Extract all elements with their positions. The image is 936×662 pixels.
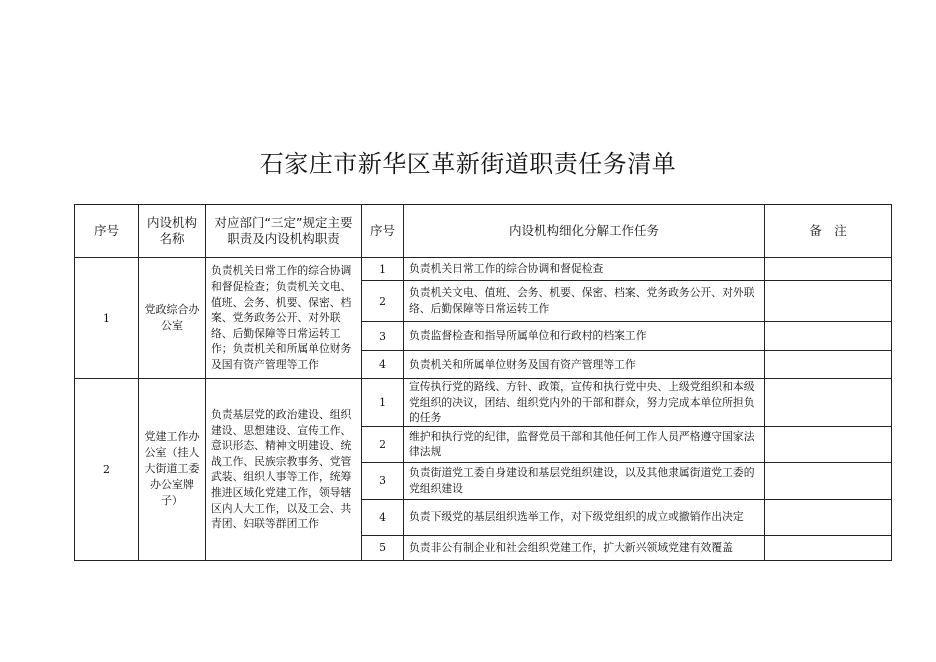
- task-seq: 2: [362, 281, 404, 322]
- task-note: [765, 426, 892, 462]
- task-text: 负责下级党的基层组织选举工作，对下级党组织的成立或撤销作出决定: [404, 499, 765, 535]
- header-note: 备 注: [765, 205, 892, 258]
- dept-duty: 负责机关日常工作的综合协调和督促检查；负责机关文电、值班、会务、机要、保密、档案、党务政务公开、对外联络、后勤保障等日常运转工作；负责机关和所属单位财务及国有资产管理等工作: [206, 258, 362, 379]
- duty-task-table: [74, 204, 892, 561]
- task-note: [765, 379, 892, 427]
- task-note: [765, 258, 892, 281]
- task-text: 负责机关文电、值班、会务、机要、保密、档案、党务政务公开、对外联络、后勤保障等日常运转工作: [404, 281, 765, 322]
- task-note: [765, 499, 892, 535]
- task-seq: 1: [362, 379, 404, 427]
- task-seq: 4: [362, 351, 404, 379]
- task-text: 负责机关日常工作的综合协调和督促检查: [404, 258, 765, 281]
- task-seq: 4: [362, 499, 404, 535]
- task-text: 负责监督检查和指导所属单位和行政村的档案工作: [404, 322, 765, 351]
- task-text: 负责非公有制企业和社会组织党建工作，扩大新兴领域党建有效覆盖: [404, 535, 765, 560]
- document-title: 石家庄市新华区革新街道职责任务清单: [259, 150, 677, 178]
- task-text: 维护和执行党的纪律，监督党员干部和其他任何工作人员严格遵守国家法律法规: [404, 426, 765, 462]
- header-task: 内设机构细化分解工作任务: [404, 205, 765, 258]
- dept-duty: 负责基层党的政治建设、组织建设、思想建设、宣传工作、意识形态、精神文明建设、统战工作、民族宗教事务、党管武装、组织人事等工作，统筹推进区域化党建工作，领导辖区内人大工作，以及工会、共青团、妇联等群团工作: [206, 379, 362, 561]
- header-duty: 对应部门“三定”规定主要职责及内设机构职责: [206, 205, 362, 258]
- task-note: [765, 322, 892, 351]
- task-seq: 3: [362, 322, 404, 351]
- task-note: [765, 351, 892, 379]
- task-seq: 5: [362, 535, 404, 560]
- task-seq: 1: [362, 258, 404, 281]
- dept-name: 党建工作办公室（挂人大街道工委办公室牌子）: [139, 379, 206, 561]
- header-dept: 内设机构名称: [139, 205, 206, 258]
- task-note: [765, 281, 892, 322]
- header-sub-seq: 序号: [362, 205, 404, 258]
- task-seq: 3: [362, 462, 404, 499]
- task-text: 负责机关和所属单位财务及国有资产管理等工作: [404, 351, 765, 379]
- task-note: [765, 535, 892, 560]
- group-seq: 2: [75, 379, 139, 561]
- task-text: 宣传执行党的路线、方针、政策，宣传和执行党中央、上级党组织和本级党组织的决议，团结、组织党内外的干部和群众，努力完成本单位所担负的任务: [404, 379, 765, 427]
- table-header-row: [75, 205, 892, 258]
- task-note: [765, 462, 892, 499]
- header-seq: 序号: [75, 205, 139, 258]
- table-row: [75, 379, 892, 427]
- dept-name: 党政综合办公室: [139, 258, 206, 379]
- task-seq: 2: [362, 426, 404, 462]
- table-row: [75, 258, 892, 281]
- task-text: 负责街道党工委自身建设和基层党组织建设，以及其他隶属街道党工委的党组织建设: [404, 462, 765, 499]
- group-seq: 1: [75, 258, 139, 379]
